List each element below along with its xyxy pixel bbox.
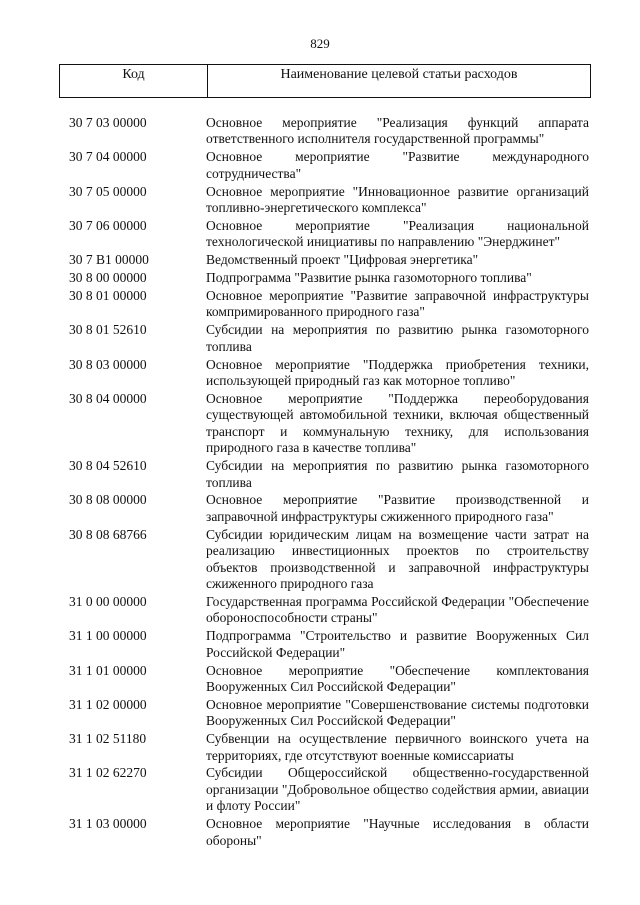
row-name: Основное мероприятие "Реализация национальной технологической инициативы по направлению "Энерджинет": [206, 217, 589, 250]
row-name: Основное мероприятие "Реализация функций аппарата ответственного исполнителя государственной программы": [206, 115, 589, 147]
row-name: Ведомственный проект "Цифровая энергетика": [206, 252, 479, 268]
row-code: 30 8 08 68766: [69, 526, 147, 542]
table-row: [59, 628, 591, 661]
row-code: 31 1 02 51180: [69, 731, 147, 747]
row-name: Субсидии на мероприятия по развитию рынка газомоторного топлива: [206, 458, 589, 490]
row-code: 31 1 02 00000: [69, 696, 147, 712]
table-row: [59, 252, 591, 268]
table-row: [59, 663, 591, 696]
row-name: Основное мероприятие "Развитие международного сотрудничества": [206, 149, 589, 181]
table-row: [59, 765, 591, 814]
row-name: Основное мероприятие "Совершенствование системы подготовки Вооруженных Сил Российской Федерации": [206, 696, 589, 729]
table-row: [59, 458, 591, 491]
row-code: 30 8 04 52610: [69, 458, 147, 474]
row-code: 30 8 03 00000: [69, 356, 147, 372]
row-code: 30 7 05 00000: [69, 183, 147, 199]
table-row: [59, 816, 591, 849]
table-row: [59, 731, 591, 764]
table-body: [59, 115, 591, 850]
row-code: 30 7 06 00000: [69, 217, 147, 233]
row-name: Основное мероприятие "Поддержка переоборудования существующей автомобильной техники, включая общественный транспорт и коммунальную технику, для использования природного газа в качестве топлива": [206, 391, 589, 456]
row-code: 30 8 01 00000: [69, 288, 147, 304]
row-name: Основное мероприятие "Научные исследования в области обороны": [206, 816, 589, 848]
row-code: 30 8 08 00000: [69, 492, 147, 508]
page-number: 829: [310, 36, 330, 51]
table-row: [59, 492, 591, 525]
row-name: Субвенции на осуществление первичного воинского учета на территориях, где отсутствуют военные комиссариаты: [206, 731, 589, 763]
header-name: Наименование целевой статьи расходов: [280, 67, 518, 82]
table-row: [59, 322, 591, 355]
row-code: 31 1 00 00000: [69, 628, 147, 644]
row-code: 30 7 B1 00000: [69, 252, 149, 268]
table-row: [59, 594, 591, 627]
row-name: Субсидии Общероссийской общественно-государственной организации "Добровольное общество содействия армии, авиации и флоту России": [206, 765, 589, 814]
row-name: Основное мероприятие "Развитие производственной и заправочной инфраструктуры сжиженного природного газа": [206, 492, 589, 524]
row-code: 31 1 01 00000: [69, 662, 147, 678]
table-row: [59, 149, 591, 182]
row-code: 31 0 00 00000: [69, 593, 147, 609]
row-code: 30 8 00 00000: [69, 270, 147, 286]
row-code: 31 1 02 62270: [69, 765, 147, 781]
table-row: [59, 115, 591, 148]
table-row: [59, 184, 591, 217]
row-name: Основное мероприятие "Инновационное развитие организаций топливно-энергетического комплекса": [206, 183, 589, 216]
row-name: Основное мероприятие "Обеспечение комплектования Вооруженных Сил Российской Федерации": [206, 662, 589, 694]
header-code: Код: [60, 65, 208, 97]
row-name: Основное мероприятие "Развитие заправочной инфраструктуры компримированного природного газа": [206, 288, 589, 320]
row-code: 30 7 03 00000: [69, 115, 147, 130]
table-row: [59, 697, 591, 730]
table-row: [59, 391, 591, 457]
row-name: Субсидии юридическим лицам на возмещение части затрат на реализацию инвестиционных проектов по строительству объектов производственной и заправочной инфраструктуры сжиженного природного газа: [206, 526, 589, 591]
row-code: 30 8 04 00000: [69, 391, 147, 406]
row-code: 30 7 04 00000: [69, 149, 147, 165]
table-header: [59, 64, 591, 98]
table-row: [59, 527, 591, 593]
table-row: [59, 288, 591, 321]
table-row: [59, 357, 591, 390]
row-name: Подпрограмма "Строительство и развитие Вооруженных Сил Российской Федерации": [206, 628, 589, 660]
row-code: 30 8 01 52610: [69, 322, 147, 338]
table-row: [59, 270, 591, 286]
row-name: Основное мероприятие "Поддержка приобретения техники, использующей природный газ как моторное топливо": [206, 356, 589, 389]
row-name: Государственная программа Российской Федерации "Обеспечение обороноспособности страны": [206, 593, 589, 626]
row-name: Подпрограмма "Развитие рынка газомоторного топлива": [206, 270, 532, 286]
table-row: [59, 218, 591, 251]
row-code: 31 1 03 00000: [69, 816, 147, 832]
row-name: Субсидии на мероприятия по развитию рынка газомоторного топлива: [206, 322, 589, 354]
